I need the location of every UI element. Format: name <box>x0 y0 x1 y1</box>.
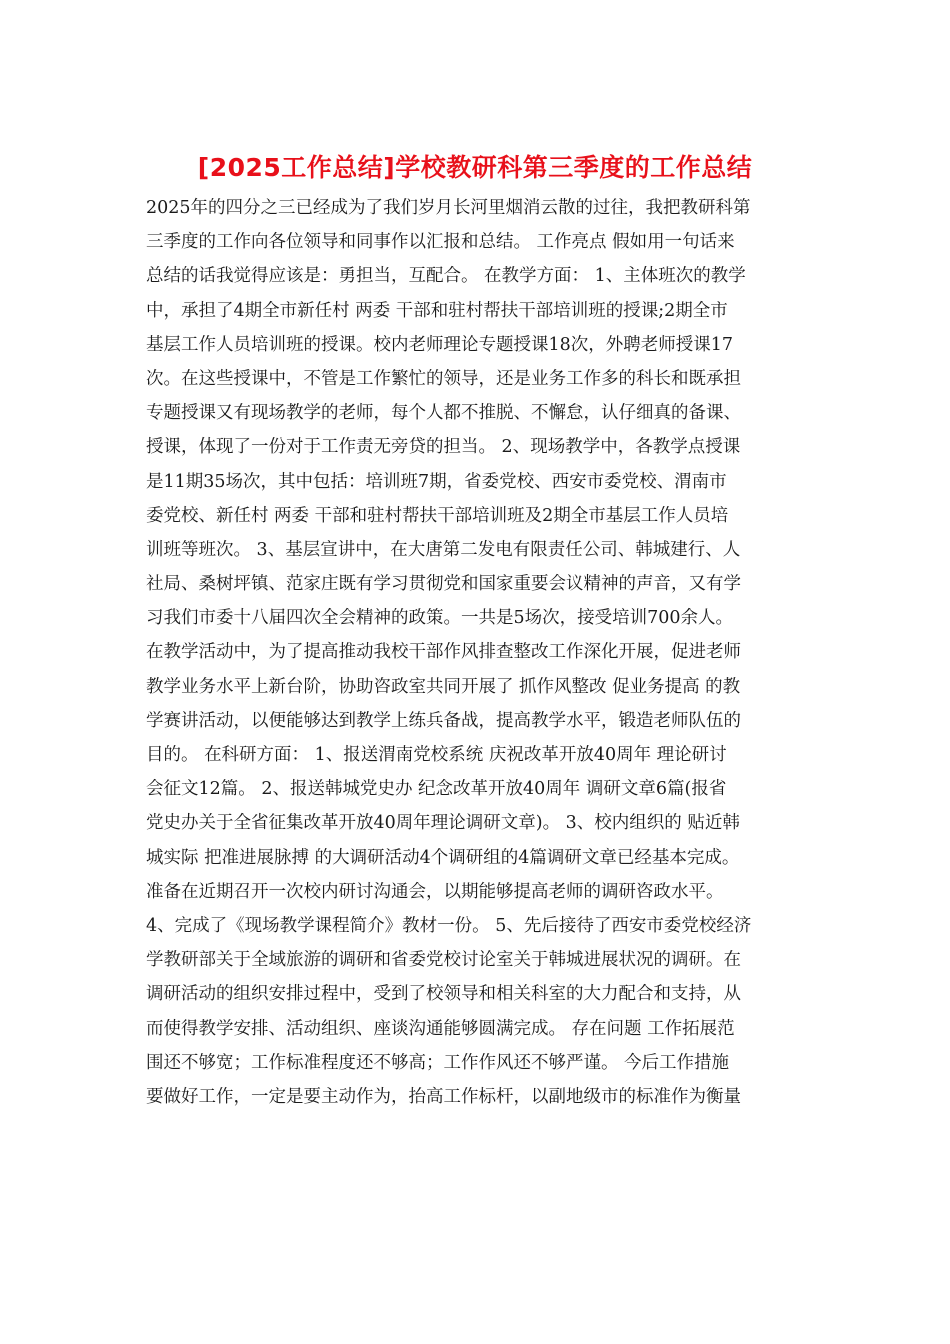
body-line: 会征文12篇。 2、报送韩城党史办 纪念改革开放40周年 调研文章6篇(报省 <box>146 779 727 800</box>
body-line: 训班等班次。 3、基层宣讲中，在大唐第二发电有限责任公司、韩城建行、人 <box>146 539 741 560</box>
body-line: 是11期35场次，其中包括：培训班7期，省委党校、西安市委党校、渭南市 <box>146 471 727 492</box>
body-line: 基层工作人员培训班的授课。校内老师理论专题授课18次，外聘老师授课17 <box>146 334 734 355</box>
body-line: 而使得教学安排、活动组织、座谈沟通能够圆满完成。 存在问题 工作拓展范 <box>146 1018 735 1039</box>
body-line: 总结的话我觉得应该是：勇担当，互配合。 在教学方面： 1、主体班次的教学 <box>146 266 746 287</box>
body-line: 三季度的工作向各位领导和同事作以汇报和总结。 工作亮点 假如用一句话来 <box>146 232 735 253</box>
body-line: 习我们市委十八届四次全会精神的政策。一共是5场次，接受培训700余人。 <box>146 608 734 629</box>
body-line: 在教学活动中，为了提高推动我校干部作风排查整改工作深化开展，促进老师 <box>146 642 741 663</box>
body-line: 目的。 在科研方面： 1、报送渭南党校系统 庆祝改革开放40周年 理论研讨 <box>146 745 727 765</box>
body-line: 中，承担了4期全市新任村 两委 干部和驻村帮扶干部培训班的授课;2期全市 <box>146 300 728 321</box>
body-line: 准备在近期召开一次校内研讨沟通会，以期能够提高老师的调研咨政水平。 <box>146 881 724 902</box>
body-line: 学赛讲活动，以便能够达到教学上练兵备战，提高教学水平，锻造老师队伍的 <box>146 710 741 731</box>
body-line: 党史办关于全省征集改革开放40周年理论调研文章)。 3、校内组织的 贴近韩 <box>146 813 740 834</box>
document-body <box>146 191 811 1114</box>
body-line: 围还不够宽；工作标准程度还不够高；工作作风还不够严谨。 今后工作措施 <box>146 1052 730 1073</box>
body-line: 教学业务水平上新台阶，协助咨政室共同开展了 抓作风整改 促业务提高 的教 <box>146 676 741 697</box>
body-line: 学教研部关于全域旅游的调研和省委党校讨论室关于韩城进展状况的调研。在 <box>146 950 741 971</box>
body-line: 委党校、新任村 两委 干部和驻村帮扶干部培训班及2期全市基层工作人员培 <box>146 505 729 526</box>
body-line: 专题授课又有现场教学的老师，每个人都不推脱、不懈怠，认仔细真的备课、 <box>146 403 741 424</box>
body-line: 调研活动的组织安排过程中，受到了校领导和相关科室的大力配合和支持，从 <box>146 984 741 1005</box>
body-line: 授课，体现了一份对于工作责无旁贷的担当。 2、现场教学中，各教学点授课 <box>146 437 741 458</box>
body-line: 城实际 把准进展脉搏 的大调研活动4个调研组的4篇调研文章已经基本完成。 <box>146 847 740 868</box>
document-title: [2025工作总结]学校教研科第三季度的工作总结 <box>197 153 753 182</box>
body-line: 次。在这些授课中，不管是工作繁忙的领导，还是业务工作多的科长和既承担 <box>146 368 741 389</box>
body-line: 2025年的四分之三已经成为了我们岁月长河里烟消云散的过往，我把教研科第 <box>146 198 751 218</box>
body-line: 要做好工作，一定是要主动作为，抬高工作标杆，以副地级市的标准作为衡量 <box>146 1086 741 1107</box>
body-line: 4、完成了《现场教学课程简介》教材一份。 5、先后接待了西安市委党校经济 <box>146 915 752 936</box>
body-line: 社局、桑树坪镇、范家庄既有学习贯彻党和国家重要会议精神的声音，又有学 <box>146 574 741 595</box>
